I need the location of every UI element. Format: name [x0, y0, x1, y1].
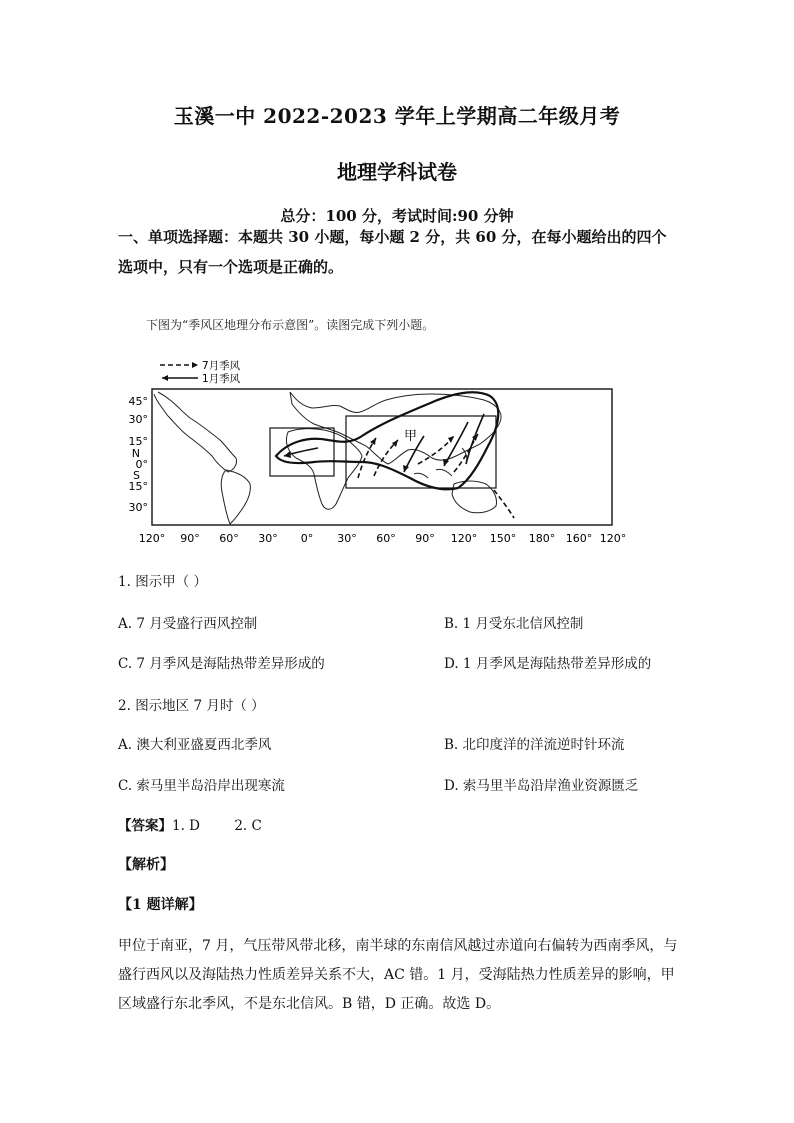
question-2-stem: [118, 694, 265, 714]
legend-july-label: 7月季风: [202, 360, 241, 372]
analysis-label: 【解析】: [118, 857, 174, 873]
question-2-option-d: D. 索马里半岛沿岸渔业资源匮乏: [444, 778, 639, 794]
question-2-number: 2.: [118, 698, 131, 714]
answer-value: 1. D 2. C: [172, 818, 262, 834]
exam-meta: 总分：100 分，考试时间:90 分钟: [280, 207, 514, 225]
lon-label-120w: 120°: [138, 532, 166, 545]
page-subtitle: 地理学科试卷: [337, 160, 457, 184]
lon-label-60e: 60°: [376, 532, 396, 545]
monsoon-map: [118, 352, 638, 548]
lat-label-30s: 30°: [128, 501, 148, 514]
legend-january-label: 1月季风: [202, 373, 241, 385]
south-america-outline: [221, 470, 250, 524]
question-1-number: 1.: [118, 574, 131, 590]
lon-label-180: 180°: [528, 532, 556, 545]
question-1-option-a: A. 7 月受盛行西风控制: [118, 616, 258, 632]
question-1-option-c: C. 7 月季风是海陆热带差异形成的: [118, 656, 325, 672]
question-1-option-b: B. 1 月受东北信风控制: [444, 616, 584, 632]
question-1-text: 图示甲（ ）: [135, 574, 207, 590]
page-title: 玉溪一中 2022-2023 学年上学期高二年级月考: [173, 104, 621, 128]
lon-label-120w-right: 120°: [599, 532, 627, 545]
question-2-option-a: A. 澳大利亚盛夏西北季风: [118, 737, 272, 753]
detail-label: 【1 题详解】: [118, 897, 203, 913]
answer-line: [118, 814, 262, 834]
legend-july-arrow: [192, 362, 198, 368]
answer-label: 【答案】: [118, 818, 172, 834]
question-2-option-c: C. 索马里半岛沿岸出现寒流: [118, 778, 285, 794]
legend-january-arrow: [162, 375, 168, 381]
lon-label-150e: 150°: [489, 532, 517, 545]
lon-label-120e: 120°: [450, 532, 478, 545]
question-1-stem: [118, 570, 207, 590]
question-2-text: 图示地区 7 月时（ ）: [135, 698, 265, 714]
lat-label-0: 0°: [135, 458, 148, 471]
lat-label-n: N: [131, 447, 140, 460]
lon-label-90e: 90°: [415, 532, 435, 545]
lat-label-15s: 15°: [128, 480, 148, 493]
question-1-option-d: D. 1 月季风是海陆热带差异形成的: [444, 656, 652, 672]
north-america-outline: [154, 392, 237, 472]
lat-label-30n: 30°: [128, 413, 148, 426]
detail-paragraph: 甲位于南亚，7 月，气压带风带北移，南半球的东南信风越过赤道向右偏转为西南季风，与盛行西风以及海陆热力性质差异关系不大，AC 错。1 月，受海陆热力性质差异的影响，甲区域盛行东北季风，不是东北信风。B 错，D 正确。故选 D。: [118, 938, 678, 1012]
lat-label-15n: 15°: [128, 435, 148, 448]
lon-label-0: 0°: [300, 532, 314, 545]
january-arrowhead-1: [284, 451, 291, 458]
question-2-option-b: B. 北印度洋的洋流逆时针环流: [444, 737, 625, 753]
july-arrowhead-3: [448, 436, 454, 443]
section-heading: 一、单项选择题：本题共 30 小题，每小题 2 分，共 60 分，在每小题给出的四个选项中，只有一个选项是正确的。: [118, 228, 667, 276]
map-frame: [152, 389, 612, 525]
region-jia-label: 甲: [404, 429, 418, 444]
july-arrowhead-1: [370, 438, 376, 445]
july-monsoon-arrow-5: [494, 490, 514, 518]
july-monsoon-arrow-1: [358, 438, 376, 478]
australia-outline: [452, 481, 497, 513]
lat-label-45n: 45°: [128, 395, 148, 408]
lon-label-90w: 90°: [180, 532, 200, 545]
january-arrowhead-2: [403, 465, 409, 472]
figure-intro: 下图为“季风区地理分布示意图”。读图完成下列小题。: [146, 318, 435, 332]
lon-label-30w: 30°: [258, 532, 278, 545]
lat-label-s: S: [133, 469, 140, 482]
lon-label-160w: 160°: [565, 532, 593, 545]
lon-label-30e: 30°: [337, 532, 357, 545]
lon-label-60w: 60°: [219, 532, 239, 545]
southeast-asia-islands: [414, 448, 467, 478]
